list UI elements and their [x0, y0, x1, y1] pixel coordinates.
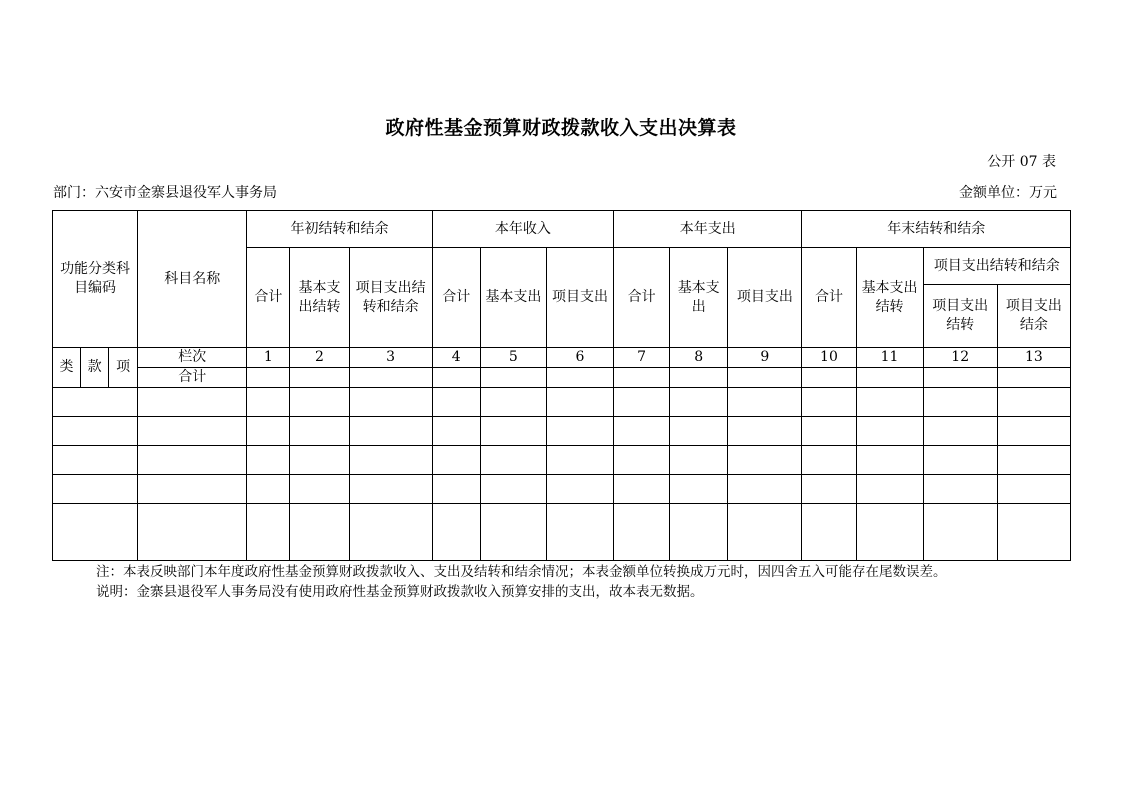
column-number: 1 [247, 348, 290, 368]
table-notes [96, 562, 947, 602]
header-income-total: 合计 [432, 248, 480, 348]
header-end-balance: 年末结转和结余 [802, 211, 1071, 248]
table-row [53, 475, 1071, 504]
column-number: 9 [728, 348, 802, 368]
header-begin-balance: 年初结转和结余 [247, 211, 432, 248]
header-end-project-carry: 项目支出结转 [923, 285, 997, 348]
table-row [53, 388, 1071, 417]
form-number: 公开 07 表 [987, 154, 1056, 170]
budget-table [52, 210, 1071, 561]
column-number-label: 栏次 [138, 348, 247, 368]
unit-label: 金额单位：万元 [959, 185, 1057, 201]
sum-row-label: 合计 [138, 368, 247, 388]
column-number: 5 [480, 348, 546, 368]
header-begin-total: 合计 [247, 248, 290, 348]
column-number: 11 [856, 348, 923, 368]
column-number: 3 [349, 348, 432, 368]
header-income-project: 项目支出 [546, 248, 613, 348]
note-line: 说明：金寨县退役军人事务局没有使用政府性基金预算财政拨款收入预算安排的支出，故本表无数据。 [96, 584, 704, 600]
header-expense-basic: 基本支出 [670, 248, 728, 348]
column-number: 7 [614, 348, 670, 368]
header-end-project-balance: 项目支出结转和结余 [923, 248, 1070, 285]
header-end-basic-carry: 基本支出结转 [856, 248, 923, 348]
department-label: 部门：六安市金寨县退役军人事务局 [53, 185, 277, 201]
header-item: 项 [109, 348, 138, 388]
column-number: 2 [290, 348, 349, 368]
column-number: 6 [546, 348, 613, 368]
column-number: 13 [997, 348, 1070, 368]
column-number: 10 [802, 348, 856, 368]
header-class: 类 [53, 348, 81, 388]
page-title: 政府性基金预算财政拨款收入支出决算表 [385, 117, 737, 139]
header-expense-total: 合计 [614, 248, 670, 348]
header-income-basic: 基本支出 [480, 248, 546, 348]
header-expense-project: 项目支出 [728, 248, 802, 348]
table-row [53, 446, 1071, 475]
header-func-code: 功能分类科目编码 [53, 211, 138, 348]
note-line: 注：本表反映部门本年度政府性基金预算财政拨款收入、支出及结转和结余情况；本表金额单位转换成万元时，因四舍五入可能存在尾数误差。 [96, 564, 947, 580]
table-row [53, 417, 1071, 446]
header-end-project-remain: 项目支出结余 [997, 285, 1070, 348]
header-subject-name: 科目名称 [138, 211, 247, 348]
header-begin-project-carry-balance: 项目支出结转和结余 [349, 248, 432, 348]
header-income: 本年收入 [432, 211, 613, 248]
table-row [53, 504, 1071, 561]
header-end-total: 合计 [802, 248, 856, 348]
header-begin-basic-carry: 基本支出结转 [290, 248, 349, 348]
column-number: 4 [432, 348, 480, 368]
header-expense: 本年支出 [614, 211, 802, 248]
header-section: 款 [81, 348, 109, 388]
column-number: 8 [670, 348, 728, 368]
column-number: 12 [923, 348, 997, 368]
